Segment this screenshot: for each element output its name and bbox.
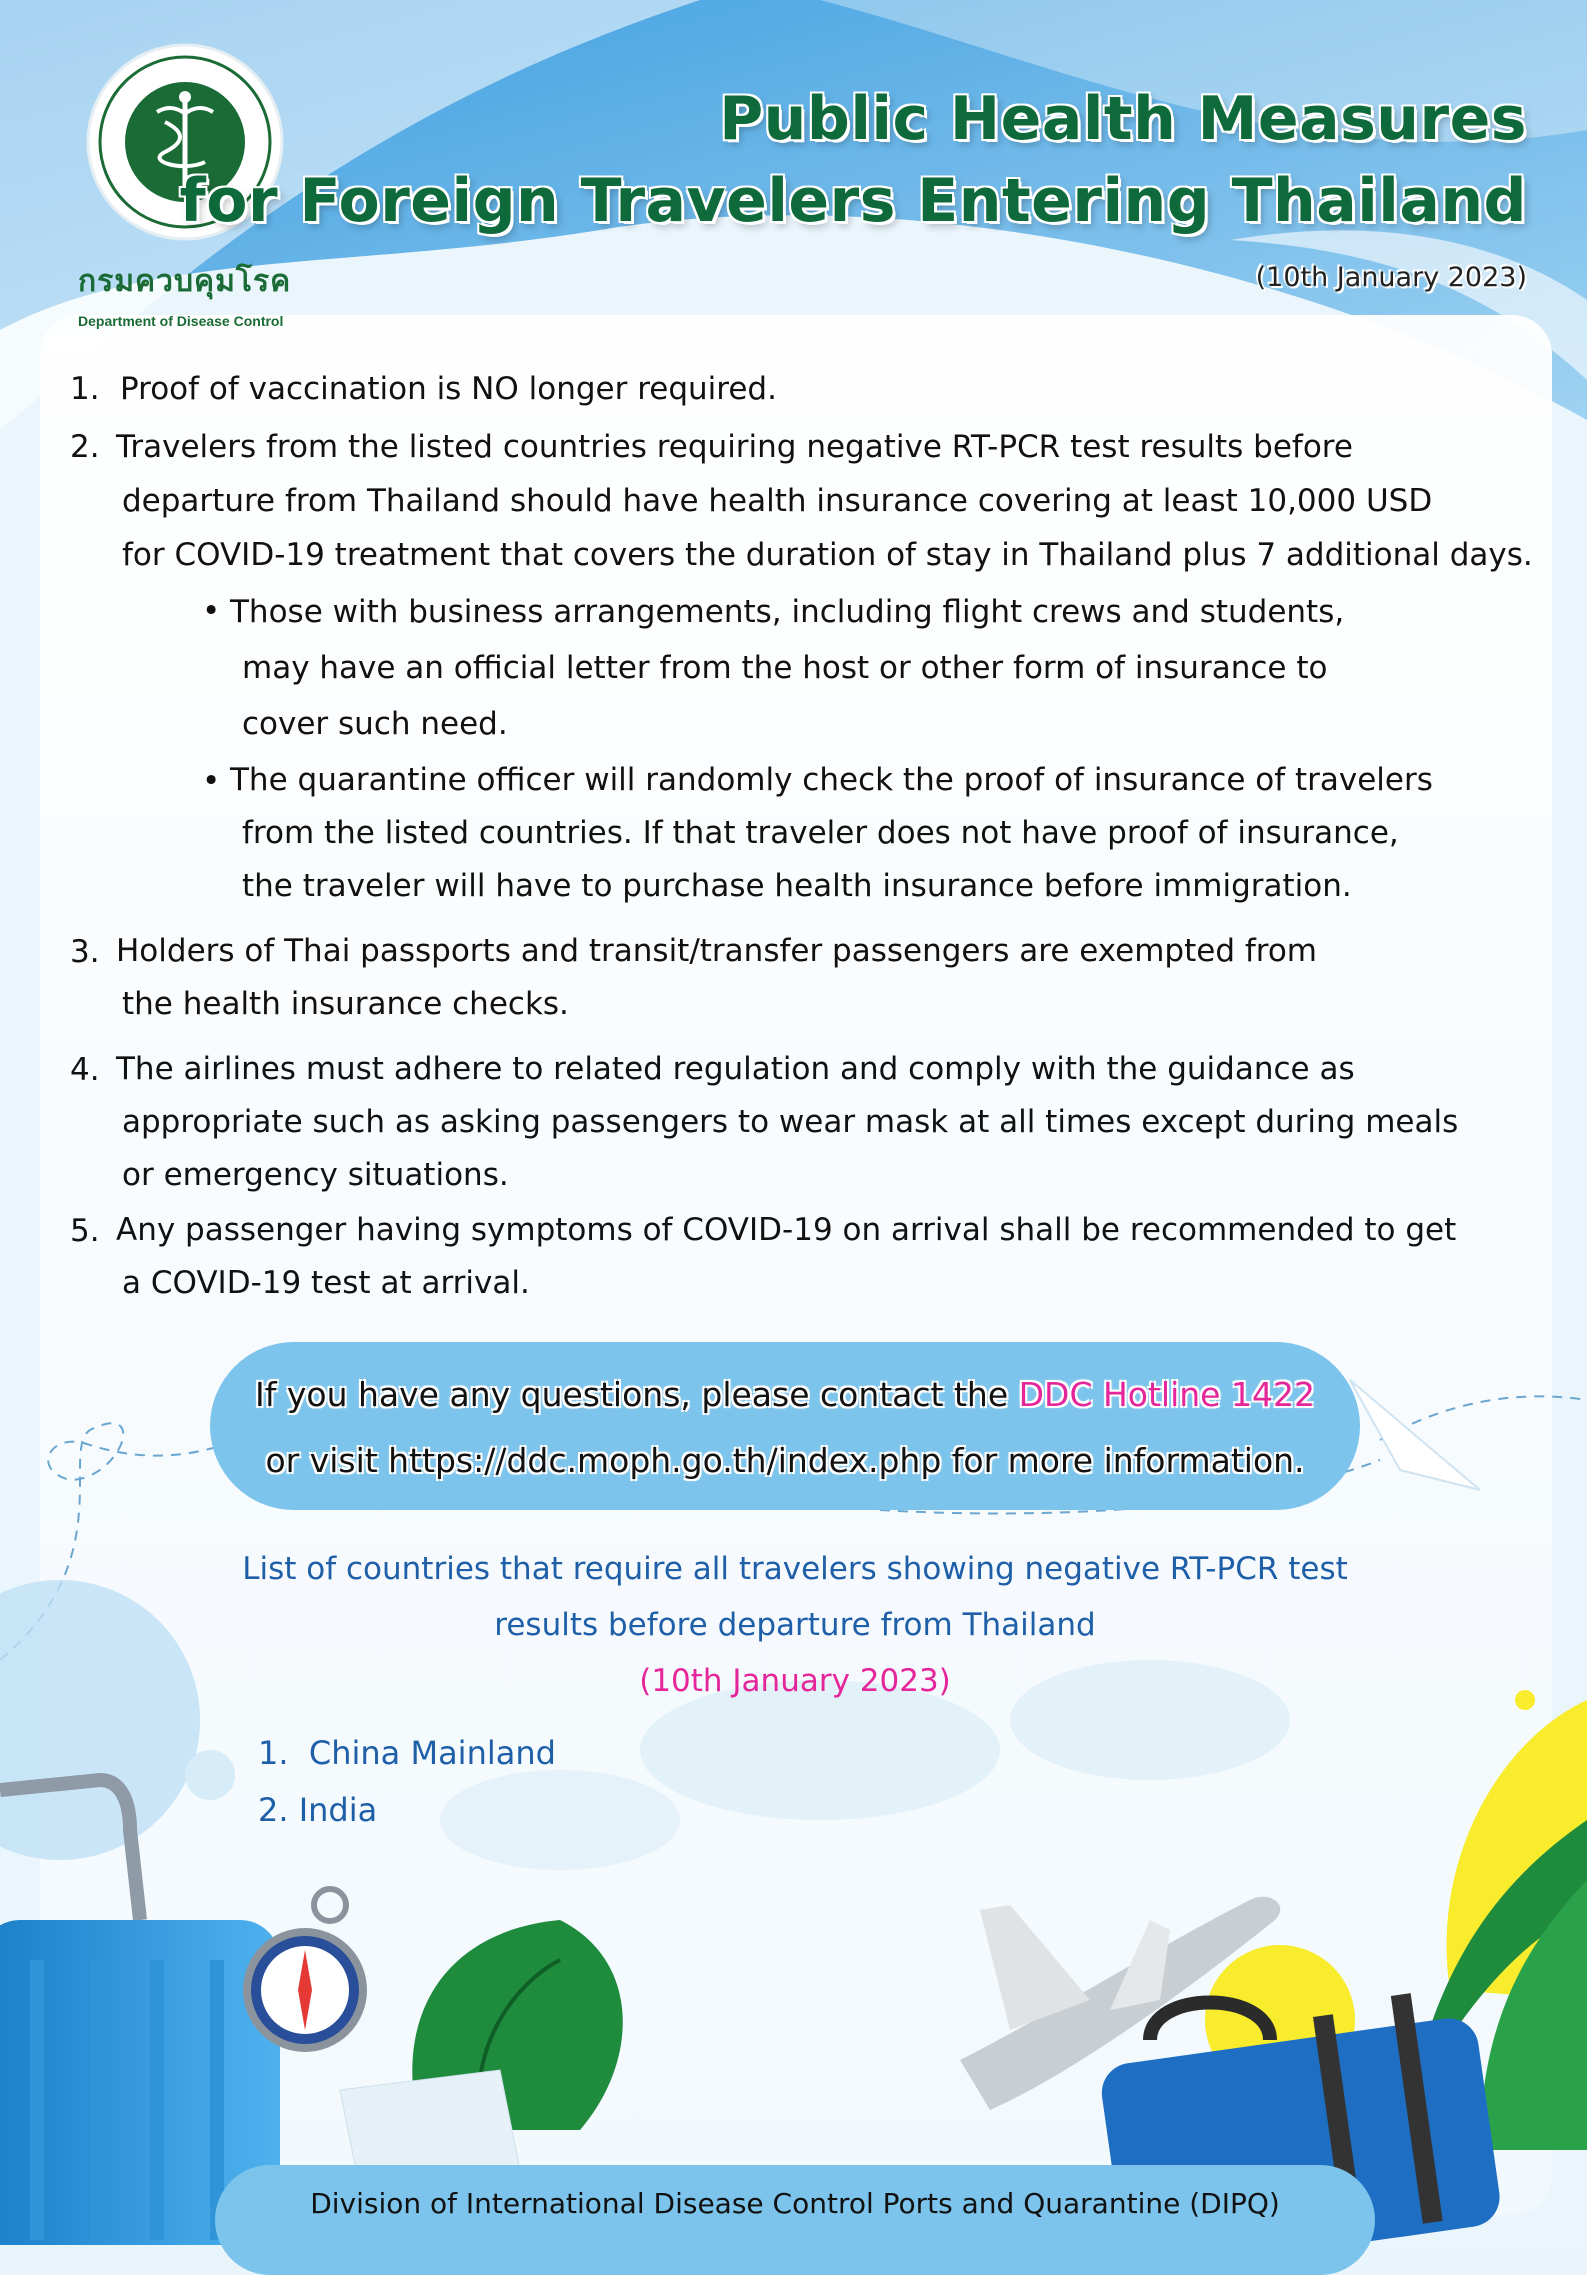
measure-number: 3. [70,934,100,970]
measure-item-1 [70,362,1550,416]
measure-line: departure from Thailand should have health insurance covering at least 10,000 USD [122,483,1433,519]
country-list-heading-line-2: results before departure from Thailand [494,1607,1096,1643]
department-name-english: Department of Disease Control [78,313,284,329]
bullet-line: cover such need. [242,706,508,742]
measure-text [70,420,1550,582]
bullet-icon: • [202,593,221,629]
measure-text [70,925,1550,1031]
bullet-text [230,584,1550,752]
measure-text: Proof of vaccination is NO longer required. [120,371,777,407]
country-list-heading [150,1541,1440,1709]
measure-line: Travelers from the listed countries requiring negative RT-PCR test results before [116,429,1353,465]
country-list-heading-line-1: List of countries that require all travelers showing negative RT-PCR test [242,1551,1348,1587]
country-list-date: (10th January 2023) [639,1663,951,1699]
country-name: India [298,1791,378,1829]
country-list [258,1725,556,1839]
bullet-icon: • [202,763,221,799]
country-name: China Mainland [308,1734,556,1772]
measure-number: 1. [70,371,100,407]
measure-number: 4. [70,1052,100,1088]
bullet-line: Those with business arrangements, including flight crews and students, [230,594,1345,630]
measure-line: for COVID-19 treatment that covers the duration of stay in Thailand plus 7 additional days. [122,537,1533,573]
page-title [180,78,1527,242]
measure-text [70,1043,1550,1202]
country-number: 2. [258,1791,289,1829]
measure-line: The airlines must adhere to related regulation and comply with the guidance as [116,1051,1355,1087]
measure-text [70,1204,1550,1310]
bullet-text [230,754,1550,913]
country-item [258,1725,556,1782]
measures-list [70,362,1550,1310]
measure-number: 5. [70,1213,100,1249]
measure-item-2 [70,420,1550,582]
measure-line: the health insurance checks. [122,986,569,1022]
title-line-2: for Foreign Travelers Entering Thailand [179,166,1527,236]
measure-line: Holders of Thai passports and transit/transfer passengers are exempted from [116,933,1318,969]
country-item [258,1782,556,1839]
contact-text [210,1362,1360,1494]
measure-item-3 [70,925,1550,1031]
measure-bullet-1 [70,584,1550,752]
bullet-line: the traveler will have to purchase health insurance before immigration. [242,868,1352,904]
bullet-line: may have an official letter from the host or other form of insurance to [242,650,1328,686]
bullet-line: The quarantine officer will randomly check the proof of insurance of travelers [230,762,1433,798]
hotline-link[interactable]: DDC Hotline 1422 [1018,1375,1315,1414]
measure-item-4 [70,1043,1550,1202]
measure-number: 2. [70,429,100,465]
title-line-1: Public Health Measures [719,84,1527,154]
footer-banner [215,2165,1375,2275]
title-date: (10th January 2023) [1255,262,1527,293]
measure-line: or emergency situations. [122,1157,509,1193]
department-name-thai: กรมควบคุมโรค [78,264,292,299]
country-number: 1. [258,1734,289,1772]
measure-line: Any passenger having symptoms of COVID-19 on arrival shall be recommended to get [116,1212,1457,1248]
contact-line-2[interactable]: or visit https://ddc.moph.go.th/index.php for more information. [265,1441,1305,1480]
contact-line-1 [210,1362,1360,1428]
measure-bullet-2 [70,754,1550,913]
measure-line: a COVID-19 test at arrival. [122,1265,530,1301]
measure-line: appropriate such as asking passengers to wear mask at all times except during meals [122,1104,1459,1140]
measure-item-5 [70,1204,1550,1310]
footer-text: Division of International Disease Control Ports and Quarantine (DIPQ) [310,2187,1280,2220]
bullet-line: from the listed countries. If that traveler does not have proof of insurance, [242,815,1399,851]
contact-prefix: If you have any questions, please contact the [255,1375,1019,1414]
